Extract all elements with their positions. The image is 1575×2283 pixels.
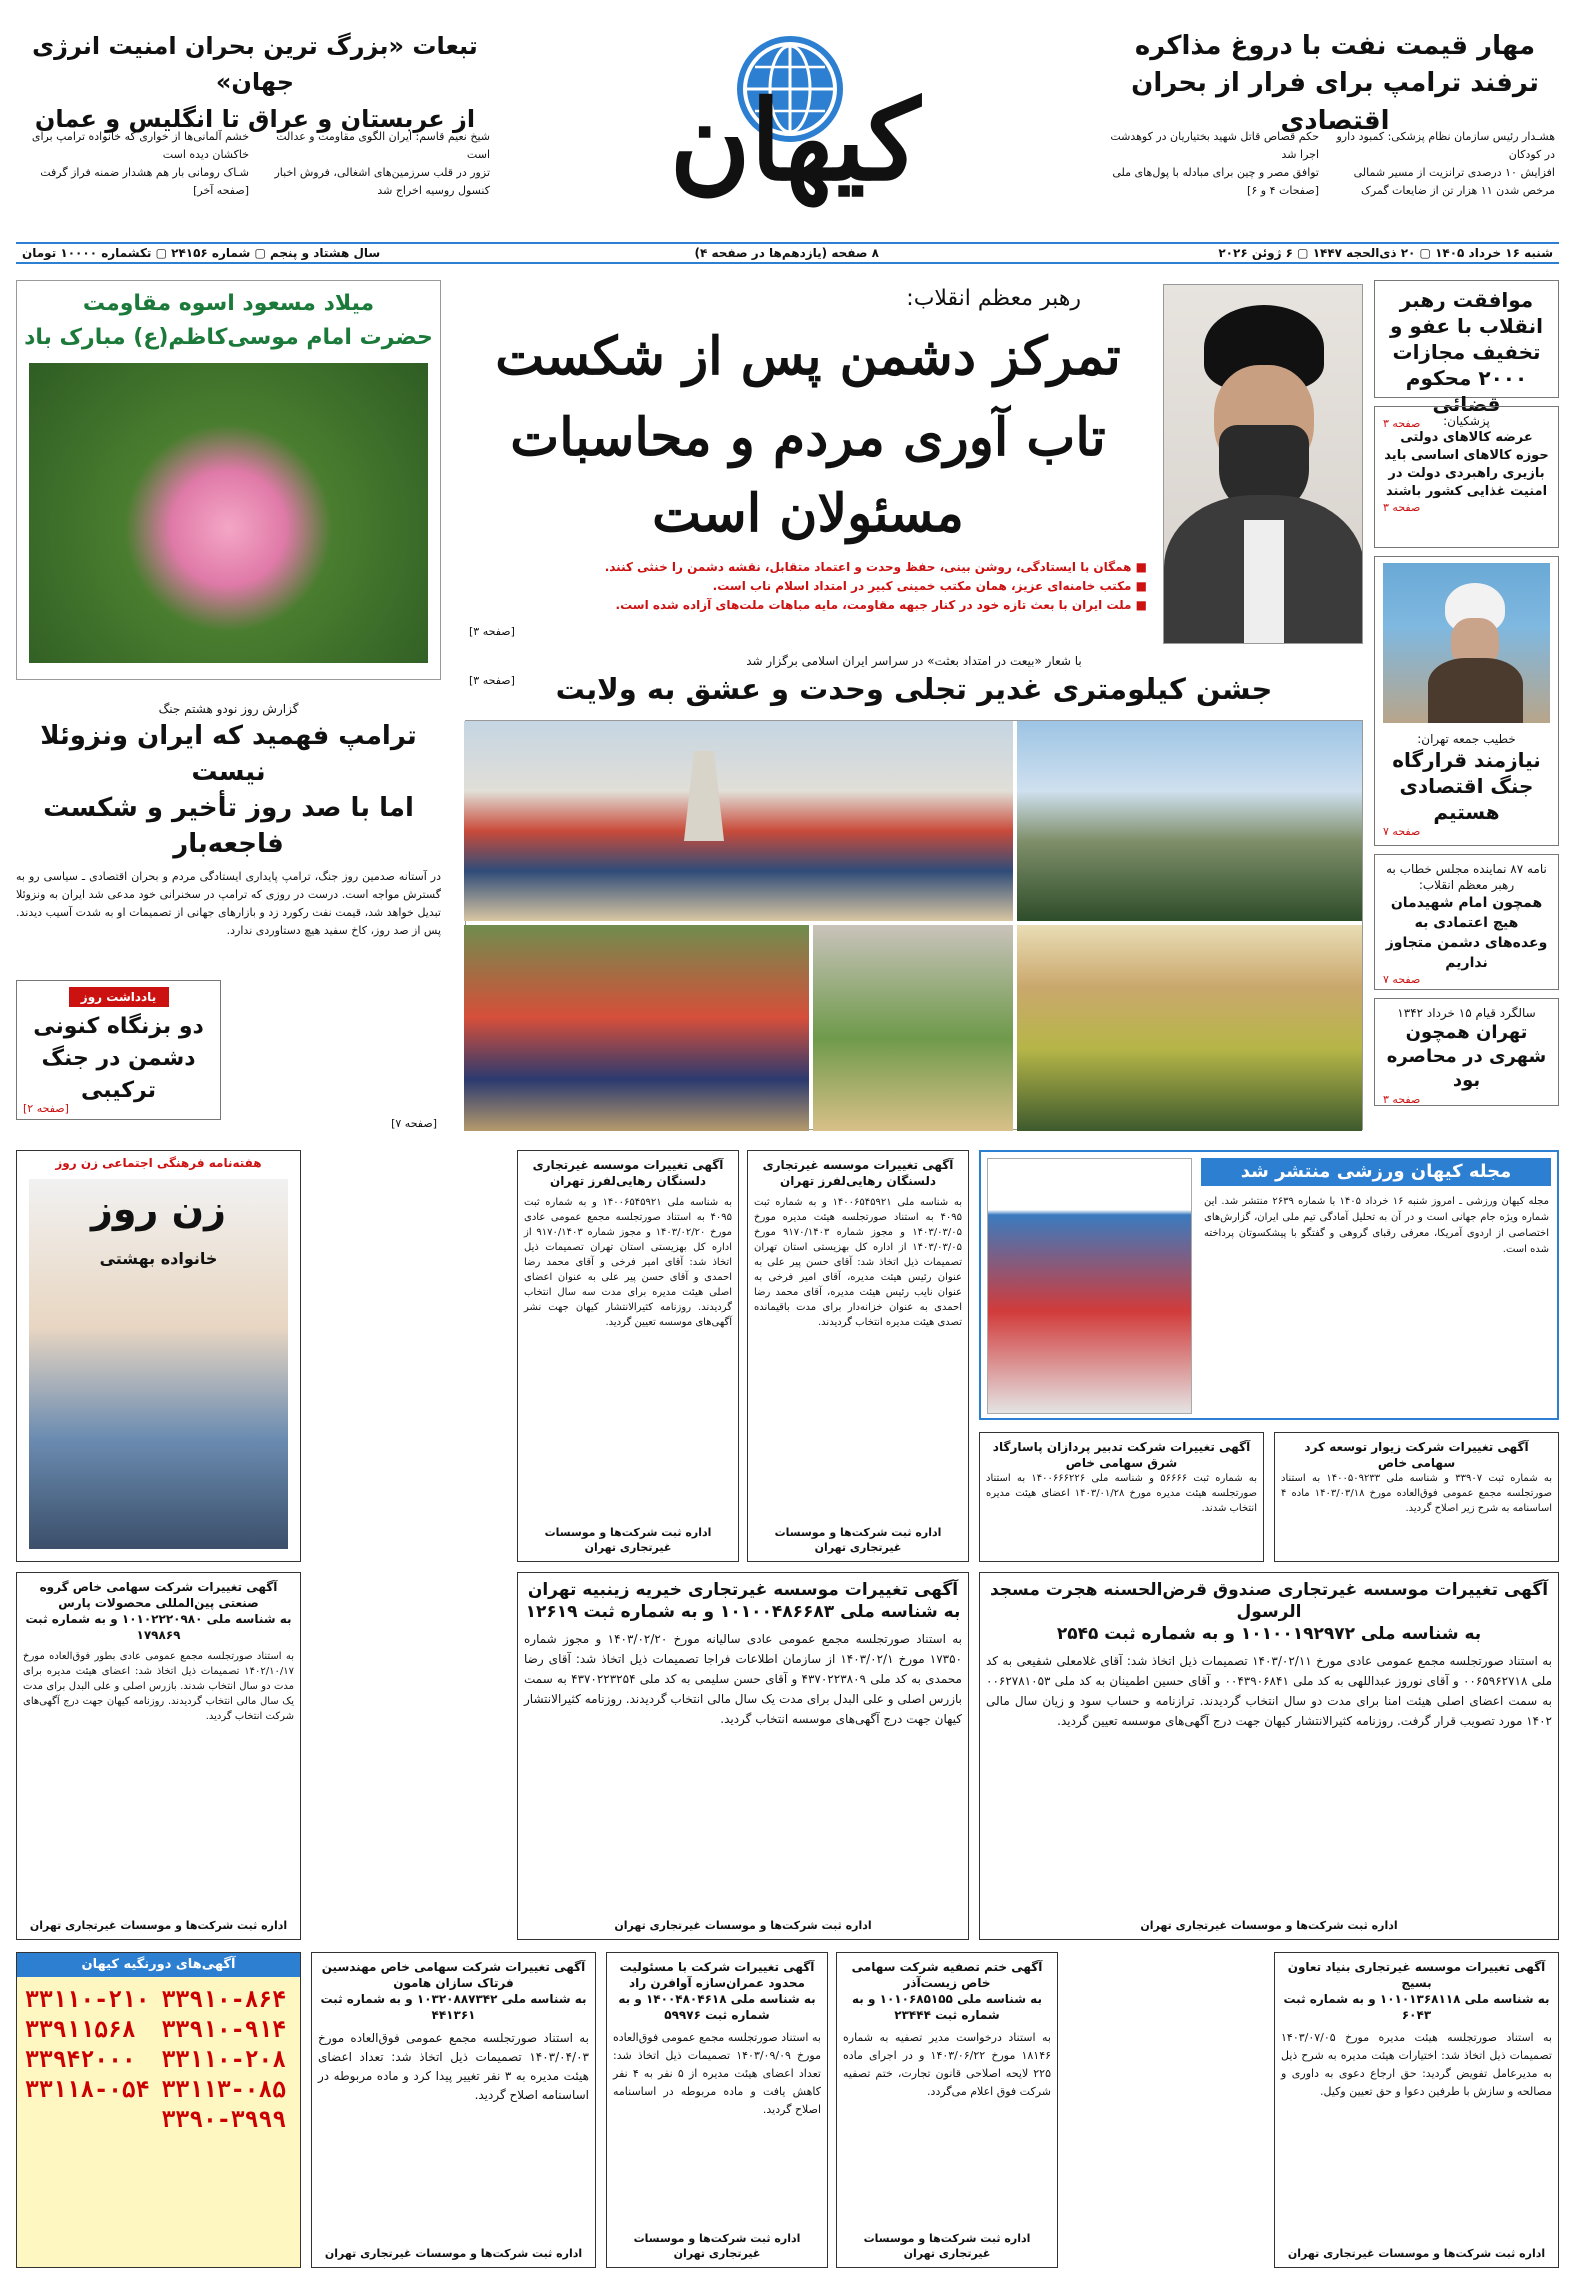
ad-text: به شماره ثبت ۵۶۶۶۶ و شناسه ملی ۱۴۰۰۶۶۶۲۲۶ به استناد صورتجلسه هیئت مدیره مورخ ۱۴۰۳/۰۱/۲۸ اعضای هیئت مدیره انتخاب شدند. xyxy=(986,1473,1258,1514)
sidebar-item-mps-letter[interactable] xyxy=(1374,854,1559,990)
main-bullet: ■ ملت ایران با بعث تازه خود در کنار جبهه مقاومت، مایه مباهات ملت‌های آزاده شده است. xyxy=(615,598,1147,612)
ghadir-kicker: با شعار «بیعت در امتداد بعثت» در سراسر ایران اسلامی برگزار شد xyxy=(746,654,1082,668)
brief-item[interactable]: کنسول روسیه اخراج شد xyxy=(377,184,490,197)
phone-number[interactable]: ۳۳۹۱۱۵۶۸ xyxy=(25,2017,136,2043)
ad-title: آگهی تغییرات موسسه غیرتجاری خیریه زینبیه تهران xyxy=(527,1580,959,1600)
photo-pilgrims xyxy=(464,925,809,1131)
sidebar-kicker: پزشکیان: xyxy=(1443,414,1490,428)
brief-item[interactable]: خشم آلمانی‌ها از خواری که خانواده ترامپ برای خاکشان دیده است xyxy=(31,130,249,161)
right-sidebar xyxy=(1374,280,1559,1160)
ad-text: به استناد درخواست مدیر تصفیه به شماره ۱۸۱۴۶ مورخ ۱۴۰۳/۰۶/۲۲ و در اجرای ماده ۲۲۵ لایحه اصلاحی قانون تجارت، ختم تصفیه شرکت فوق اعلام می‌گردد. xyxy=(843,2031,1052,2098)
ad-subtitle: به شناسه ملی ۱۰۳۲۰۸۸۷۳۴۲ و به شماره ثبت ۴۴۱۳۶۱ xyxy=(320,1992,587,2022)
main-story[interactable] xyxy=(465,284,1151,644)
ad-text: به استناد صورتجلسه مجمع عمومی فوق‌العاده مورخ ۱۴۰۳/۰۹/۰۹ تصمیمات ذیل اتخاذ شد: تعداد اعضای هیئت مدیره از ۵ نفر به ۴ نفر کاهش یافت و ماده مربوطه در اساسنامه اصلاح گردید. xyxy=(613,2031,821,2116)
page-ref: صفحه ۳ xyxy=(1383,501,1421,514)
ad-footer: اداره ثبت شرکت‌ها و موسسات غیرتجاری تهران xyxy=(324,2247,583,2260)
sidebar-title: عرضه کالاهای دولتی حوزه کالاهای اساسی باید بازیری راهبردی دولت در امنیت غذایی کشور باشند xyxy=(1384,430,1549,499)
brief-item[interactable]: حکم قصاص قاتل شهید بختیاریان در کوهدشت اجرا شد xyxy=(1110,130,1319,161)
phone-number[interactable]: ۳۳۹۰-۳۹۹۹ xyxy=(161,2107,287,2133)
phone-number[interactable]: ۳۳۹۴۲۰۰۰ xyxy=(25,2047,136,2073)
ad-footer: اداره ثبت شرکت‌ها و موسسات غیرتجاری تهران xyxy=(544,1526,712,1554)
leader-photo xyxy=(1163,284,1363,644)
page-ref: صفحه ۷ xyxy=(1383,825,1421,838)
note-box[interactable] xyxy=(16,980,221,1120)
ad-title: آگهی ختم تصفیه شرکت سهامی خاص زیست‌آذر xyxy=(851,1960,1043,1990)
sidebar-item-15-khordad[interactable] xyxy=(1374,998,1559,1106)
main-kicker: رهبر معظم انقلاب: xyxy=(906,286,1081,311)
ad-notice[interactable] xyxy=(606,1952,828,2268)
page-ref: [صفحه آخر] xyxy=(193,184,249,197)
photo-street-march xyxy=(1017,925,1362,1131)
ad-subtitle: به شناسه ملی ۱۴۰۰۴۸۰۴۶۱۸ و به شماره ثبت ۵۹۹۷۶ xyxy=(618,1992,816,2022)
sidebar-kicker: سالگرد قیام ۱۵ خرداد ۱۳۴۲ xyxy=(1397,1006,1536,1020)
ad-text: به استناد صورتجلسه مجمع عمومی فوق‌العاده مورخ ۱۴۰۳/۰۴/۰۳ تصمیمات ذیل اتخاذ شد: تعداد اعضای هیئت مدیره به ۳ نفر تغییر پیدا کرد و ماده مربوطه در اساسنامه اصلاح گردید. xyxy=(318,2031,589,2102)
right-headline-2[interactable]: ترفند ترامپ برای فرار از بحران اقتصادی xyxy=(1131,68,1539,136)
phone-number[interactable]: ۳۳۹۱۰-۸۶۴ xyxy=(161,1987,287,2013)
ad-notice[interactable] xyxy=(311,1952,596,2268)
cover-title: زن روز xyxy=(91,1187,226,1231)
milad-line-1: میلاد مسعود اسوه مقاومت xyxy=(82,291,375,316)
ad-notice[interactable] xyxy=(1274,1432,1559,1562)
phone-number[interactable]: ۳۳۱۱۳-۰۸۵ xyxy=(161,2077,287,2103)
ad-subtitle: به شناسه ملی ۱۰۱۰۲۲۲۰۹۸۰ و به شماره ثبت ۱۷۹۸۶۹ xyxy=(25,1612,292,1642)
page-ref: صفحه ۳ xyxy=(1383,417,1421,430)
date-line: شنبه ۱۶ خرداد ۱۴۰۵ ▢ ۲۰ ذی‌الحجه ۱۴۴۷ ▢ ۶ ژوئن ۲۰۲۶ xyxy=(1218,246,1553,260)
page-ref: [صفحه ۳] xyxy=(469,625,515,638)
brief-item[interactable]: هشـدار رئیس سازمان نظام پزشکی: کمبود دارو در کودکان xyxy=(1336,130,1555,161)
ad-notice[interactable] xyxy=(979,1432,1264,1562)
zan-rooz-cover xyxy=(29,1179,288,1549)
ad-title: آگهی تغییرات موسسه غیرتجاری دلسنگان رهایی‌لفرز تهران xyxy=(762,1158,954,1188)
brief-item[interactable]: شیخ نعیم قاسم: ایران الگوی مقاومت و عدالت است xyxy=(276,130,490,161)
ghadir-photos xyxy=(465,720,1363,1130)
ad-title: آگهی تغییرات شرکت سهامی خاص گروه صنعتی پین‌المللی محصولات پارس xyxy=(39,1580,278,1610)
ad-footer: اداره ثبت شرکت‌ها و موسسات غیرتجاری تهران xyxy=(1140,1919,1398,1932)
ad-text: به شماره ثبت ۳۳۹۰۷ و شناسه ملی ۱۴۰۰۵۰۹۲۳۳ به استناد صورتجلسه مجمع عمومی فوق‌العاده مورخ ۱۴۰۳/۰۳/۱۸ ماده ۴ اساسنامه به شرح زیر اصلاح گردید. xyxy=(1281,1473,1553,1514)
sidebar-kicker: نامه ۸۷ نماینده مجلس خطاب به رهبر معظم انقلاب: xyxy=(1386,862,1547,892)
ad-subtitle: به شناسه ملی ۱۰۱۰۰۴۸۶۶۸۳ و به شماره ثبت ۱۲۶۱۹ xyxy=(525,1602,961,1622)
war-report[interactable] xyxy=(16,700,441,1140)
magazine-cover xyxy=(987,1158,1192,1414)
ad-kayhan-phones[interactable] xyxy=(16,1952,301,2268)
page-ref: [صفحه ۲] xyxy=(23,1102,69,1115)
phone-number[interactable]: ۳۳۱۱۸-۰۵۴ xyxy=(25,2077,150,2103)
logo xyxy=(560,14,1030,214)
main-bullet: ■ همگان با ایستادگی، روشن بینی، حفظ وحدت و اعتماد متقابل، نقشه دشمن را خنثی کنند. xyxy=(604,560,1147,574)
ad-footer: اداره ثبت شرکت‌ها و موسسات غیرتجاری تهران xyxy=(633,2232,801,2260)
logo-text: کیهان xyxy=(669,76,921,205)
ad-title: آگهی تغییرات شرکت زیوار توسعه کرد سهامی خاص xyxy=(1304,1440,1529,1470)
ghadir-headline[interactable]: جشن کیلومتری غدیر تجلی وحدت و عشق به ولایت xyxy=(555,672,1273,706)
note-badge: یادداشت روز xyxy=(69,987,169,1007)
ad-text: به شناسه ملی ۱۴۰۰۶۵۴۵۹۲۱ و به شماره ثبت ۴۰۹۵ به استناد صورتجلسه هیئت مدیره مورخ ۱۴۰۳/۰۳/۰۵ و مجوز شماره ۹۱۷۰/۱۴۰۳ مورخ ۱۴۰۳/۰۳/۰۵ از اداره کل بهزیستی استان تهران تصمیمات ذیل اتخاذ شد: آقای حسن پیر علی به عنوان رئیس هیئت مدیره، آقای امیر فرخی به عنوان نایب رئیس هیئت مدیره، آقای محمد رضا احمدی به عنوان خزانه‌دار برای مدت باقیمانده تصدی هیئت مدیره انتخاب گردیدند. xyxy=(754,1197,962,1328)
brief-item[interactable]: تزور در قلب سرزمین‌های اشغالی، فروش اخبار xyxy=(274,166,490,179)
page-ref: صفحه ۷ xyxy=(1383,973,1421,986)
cover-subtitle: خانواده بهشتی xyxy=(99,1249,218,1268)
ad-notice[interactable] xyxy=(517,1572,969,1940)
right-headline-1[interactable]: مهار قیمت نفت با دروغ مذاکره xyxy=(1134,31,1536,61)
ad-footer: اداره ثبت شرکت‌ها و موسسات غیرتجاری تهران xyxy=(774,1526,942,1554)
bullet-text: مکتب خامنه‌ای عزیز، همان مکتب خمینی کبیر در امتداد اسلام ناب است. xyxy=(712,579,1132,593)
ad-notice[interactable] xyxy=(1274,1952,1559,2268)
sidebar-title: موافقت رهبر انقلاب با عفو و تخفیف مجازات ۲۰۰۰ محکوم قضائی xyxy=(1390,288,1543,416)
sidebar-title: تهران همچون شهری در محاصره بود xyxy=(1386,1022,1547,1091)
ad-notice[interactable] xyxy=(16,1572,301,1940)
ad-zan-rooz[interactable] xyxy=(16,1150,301,1562)
sidebar-title: نیازمند قرارگاه جنگ اقتصادی هستیم xyxy=(1392,748,1541,824)
sidebar-kicker: خطیب جمعه تهران: xyxy=(1417,732,1516,746)
left-briefs xyxy=(20,128,490,200)
brief-item[interactable]: مرخص شدن ۱۱ هزار تن از ضایعات گمرک xyxy=(1361,184,1555,197)
note-title[interactable]: دو بزنگاه کنونی دشمن در جنگ ترکیبی xyxy=(33,1014,204,1103)
phone-number[interactable]: ۳۳۱۱۰-۲۱۰ xyxy=(25,1987,150,2013)
ad-title: آگهی تغییرات موسسه غیرتجاری بنیاد تعاون بسیج xyxy=(1287,1960,1546,1990)
photo-festival-square xyxy=(1017,721,1362,921)
page-ref: [صفحات ۴ و ۶] xyxy=(1247,184,1319,197)
ad-title: مجله کیهان ورزشی منتشر شد xyxy=(1201,1158,1551,1186)
ad-subtitle: به شناسه ملی ۱۰۱۰۶۸۵۱۵۵ و به شماره ثبت ۲۳۴۴۴ xyxy=(852,1992,1042,2022)
main-headline-1[interactable]: تمرکز دشمن پس از شکست xyxy=(495,326,1121,387)
ad-footer: اداره ثبت شرکت‌ها و موسسات غیرتجاری تهران xyxy=(1287,2247,1546,2260)
photo-azadi-crowd xyxy=(464,721,1013,921)
report-title-1[interactable]: ترامپ فهمید که ایران ونزوئلا نیست xyxy=(40,721,417,787)
report-text: در آستانه صدمین روز جنگ، ترامپ پایداری ایستادگی مردم و بحران اقتصادی ـ سیاسی رو به گسترش مواجه است. درست در روزی که ترامپ در سخنرانی خود مدعی شد ایران به ونزوئلا تبدیل خواهد شد، قیمت نفت رکورد زد و بازارهای جهانی از تصمیمات او به شدت آسیب دیدند. پس از صد روز، کاخ سفید هیچ دستاوردی ندارد. xyxy=(16,870,441,937)
ad-text: به استناد صورتجلسه مجمع عمومی عادی بطور فوق‌العاده مورخ ۱۴۰۲/۱۰/۱۷ تصمیمات ذیل اتخاذ شد: اعضای هیئت مدیره برای مدت دو سال انتخاب شدند. بازرس اصلی و علی البدل برای مدت یک سال مالی انتخاب گردیدند. روزنامه کیهان جهت درج آگهی‌های شرکت انتخاب گردید. xyxy=(23,1651,294,1722)
report-title-2[interactable]: اما با صد روز تأخیر و شکست فاجعه‌بار xyxy=(43,793,414,859)
ghadir-story[interactable] xyxy=(465,652,1363,712)
ad-title: آگهی تغییرات شرکت با مسئولیت محدود عمران‌سازه آوافرن راد xyxy=(619,1960,815,1990)
ad-notice[interactable] xyxy=(517,1150,739,1562)
page-ref: [صفحه ۷] xyxy=(391,1117,437,1130)
milad-line-2: حضرت امام موسی‌کاظم(ع) مبارک باد xyxy=(24,325,433,350)
page-ref: [صفحه ۳] xyxy=(469,674,515,687)
page-ref: صفحه ۳ xyxy=(1383,1093,1421,1106)
brief-item[interactable]: شـاک رومانی بار هم هشدار ضمنه فراز گرفت xyxy=(40,166,249,179)
sidebar-title: همچون امام شهیدمان هیچ اعتمادی به وعده‌های دشمن متجاوز نداریم xyxy=(1385,895,1548,971)
rose-photo xyxy=(29,363,428,663)
dateline-bar xyxy=(16,242,1559,264)
sidebar-item-pezeshkian[interactable] xyxy=(1374,406,1559,548)
right-briefs xyxy=(1095,128,1555,200)
brief-item[interactable]: توافق مصر و چین برای مبادله با پول‌های ملی xyxy=(1112,166,1319,179)
ad-footer: اداره ثبت شرکت‌ها و موسسات غیرتجاری تهران xyxy=(614,1919,872,1932)
masthead xyxy=(0,0,1575,260)
sidebar-item-friday-prayer[interactable] xyxy=(1374,556,1559,846)
ad-title: آگهی‌های دورنگیه کیهان xyxy=(17,1953,300,1977)
ad-text: به شناسه ملی ۱۴۰۰۶۵۴۵۹۲۱ و به شماره ثبت ۴۰۹۵ به استناد صورتجلسه مجمع عمومی عادی مورخ ۱۴۰۳/۰۲/۲۰ و مجوز شماره ۹۱۷۰/۱۴۰۳ از اداره کل بهزیستی استان تهران تصمیمات ذیل اتخاذ شد: آقای امیر فرخی و آقای محمد رضا احمدی و آقای حسن پیر علی به عنوان اعضای اصلی هیئت مدیره برای مدت سه سال انتخاب گردیدند. روزنامه کثیرالانتشار کیهان جهت نشر آگهی‌های موسسه تعیین گردید. xyxy=(524,1197,732,1328)
left-headline-2[interactable]: از عربستان و عراق تا انگلیس و عمان xyxy=(34,105,476,133)
phone-number[interactable]: ۳۳۹۱۰-۹۱۴ xyxy=(161,2017,287,2043)
left-headline-1[interactable]: تبعات «بزرگ ترین بحران امنیت انرژی جهان» xyxy=(32,32,478,96)
ad-title: آگهی تغییرات شرکت تدبیر پردازان پاسارگاد شرق سهامی خاص xyxy=(992,1440,1251,1470)
ad-title: آگهی تغییرات موسسه غیرتجاری دلسنگان رهایی‌لفرز تهران xyxy=(532,1158,724,1188)
ad-text: مجله کیهان ورزشی ـ امروز شنبه ۱۶ خرداد ۱۴۰۵ با شماره ۲۶۳۹ منتشر شد. این شماره ویژه جام جهانی است و در آن به تحلیل آمادگی تیم ملی ایران، گزارش‌های اختصاصی از اردوی آمریکا، معرفی رقبای گروهی و گفتگو با پیشکسوتان پرداخته شده است. xyxy=(1204,1196,1549,1255)
cleric-photo xyxy=(1383,563,1550,723)
issue-line: سال هشتاد و پنجم ▢ شماره ۲۴۱۵۶ ▢ تکشماره ۱۰۰۰۰ تومان xyxy=(22,246,381,260)
main-headline-2[interactable]: تاب آوری مردم و محاسبات مسئولان است xyxy=(510,407,1106,544)
ad-subtitle: به شناسه ملی ۱۰۱۰۰۱۹۲۹۷۲ و به شماره ثبت ۲۵۴۵ xyxy=(1056,1624,1482,1644)
ad-notice[interactable] xyxy=(836,1952,1058,2268)
phone-number[interactable]: ۳۳۱۱۰-۲۰۸ xyxy=(161,2047,287,2073)
bullet-text: ملت ایران با بعث تازه خود در کنار جبهه مقاومت، مایه مباهات ملت‌های آزاده شده است. xyxy=(615,598,1132,612)
ad-text: به استناد صورتجلسه مجمع عمومی عادی سالیانه مورخ ۱۴۰۳/۰۲/۲۰ و مجوز شماره ۱۷۳۵۰ مورخ ۱۴۰۳/۰۲/۱ از سازمان اطلاعات فراجا تصمیمات ذیل اتخاذ شد: آقای رضا محمدی به کد ملی ۴۳۷۰۲۲۳۸۰۹ و آقای حسن سلیمی به کد ملی ۴۳۷۰۲۲۳۲۵۴ به سمت بازرس اصلی و علی البدل برای مدت یک سال مالی انتخاب گردیدند. روزنامه کثیرالانتشار کیهان جهت درج آگهی‌های موسسه انتخاب گردید. xyxy=(524,1632,962,1726)
ad-notice[interactable] xyxy=(747,1150,969,1562)
ad-notice[interactable] xyxy=(979,1572,1559,1940)
pages-line: ۸ صفحه (یازدهم‌ها در صفحه ۴) xyxy=(694,246,879,260)
report-kicker: گزارش روز نودو هشتم جنگ xyxy=(158,702,299,716)
ad-title: آگهی تغییرات شرکت سهامی خاص مهندسین فرتاک سازان هامون xyxy=(321,1960,586,1990)
ad-footer: اداره ثبت شرکت‌ها و موسسات غیرتجاری تهران xyxy=(29,1919,288,1932)
bullet-text: همگان با ایستادگی، روشن بینی، حفظ وحدت و اعتماد متقابل، نقشه دشمن را خنثی کنند. xyxy=(604,560,1132,574)
main-bullet: ■ مکتب خامنه‌ای عزیز، همان مکتب خمینی کبیر در امتداد اسلام ناب است. xyxy=(712,579,1147,593)
milad-box xyxy=(16,280,441,680)
ad-footer: اداره ثبت شرکت‌ها و موسسات غیرتجاری تهران xyxy=(863,2232,1031,2260)
ad-title: هفته‌نامه فرهنگی اجتماعی زن روز xyxy=(55,1156,262,1170)
photo-cake xyxy=(813,925,1013,1131)
ad-kayhan-varzeshi[interactable] xyxy=(979,1150,1559,1420)
brief-item[interactable]: افزایش ۱۰ درصدی ترانزیت از مسیر شمالی xyxy=(1353,166,1555,179)
ad-title: آگهی تغییرات موسسه غیرتجاری صندوق قرض‌الحسنه هجرت مسجد الرسول xyxy=(989,1580,1549,1622)
ad-subtitle: به شناسه ملی ۱۰۱۰۱۳۶۸۱۱۸ و به شماره ثبت ۶۰۴۳ xyxy=(1283,1992,1550,2022)
ad-text: به استناد صورتجلسه هیئت مدیره مورخ ۱۴۰۳/۰۷/۰۵ تصمیمات ذیل اتخاذ شد: اختیارات هیئت مدیره به شرح ذیل به مدیرعامل تفویض گردید: حق ارجاع دعوی به داوری و مصالحه و سازش با طرفین دعوا و حق تعیین وکیل. xyxy=(1281,2031,1552,2098)
ad-text: به استناد صورتجلسه مجمع عمومی عادی مورخ ۱۴۰۳/۰۲/۱۱ تصمیمات ذیل اتخاذ شد: آقای غلامعلی شفیعی به کد ملی ۰۰۶۵۹۶۲۷۱۸ و آقای نوروز عبداللهی به کد ملی ۰۰۴۳۹۰۶۸۴۱ و آقای حسین اطمینان به کد ملی ۰۰۶۲۷۸۱۰۵۳ به سمت اعضای اصلی هیئت امنا برای مدت دو سال انتخاب گردیدند. ترازنامه و حساب سود و زیان سال مالی ۱۴۰۲ مورد تصویب قرار گرفت. روزنامه کثیرالانتشار کیهان جهت درج آگهی‌های موسسه تعیین گردید. xyxy=(986,1654,1553,1728)
